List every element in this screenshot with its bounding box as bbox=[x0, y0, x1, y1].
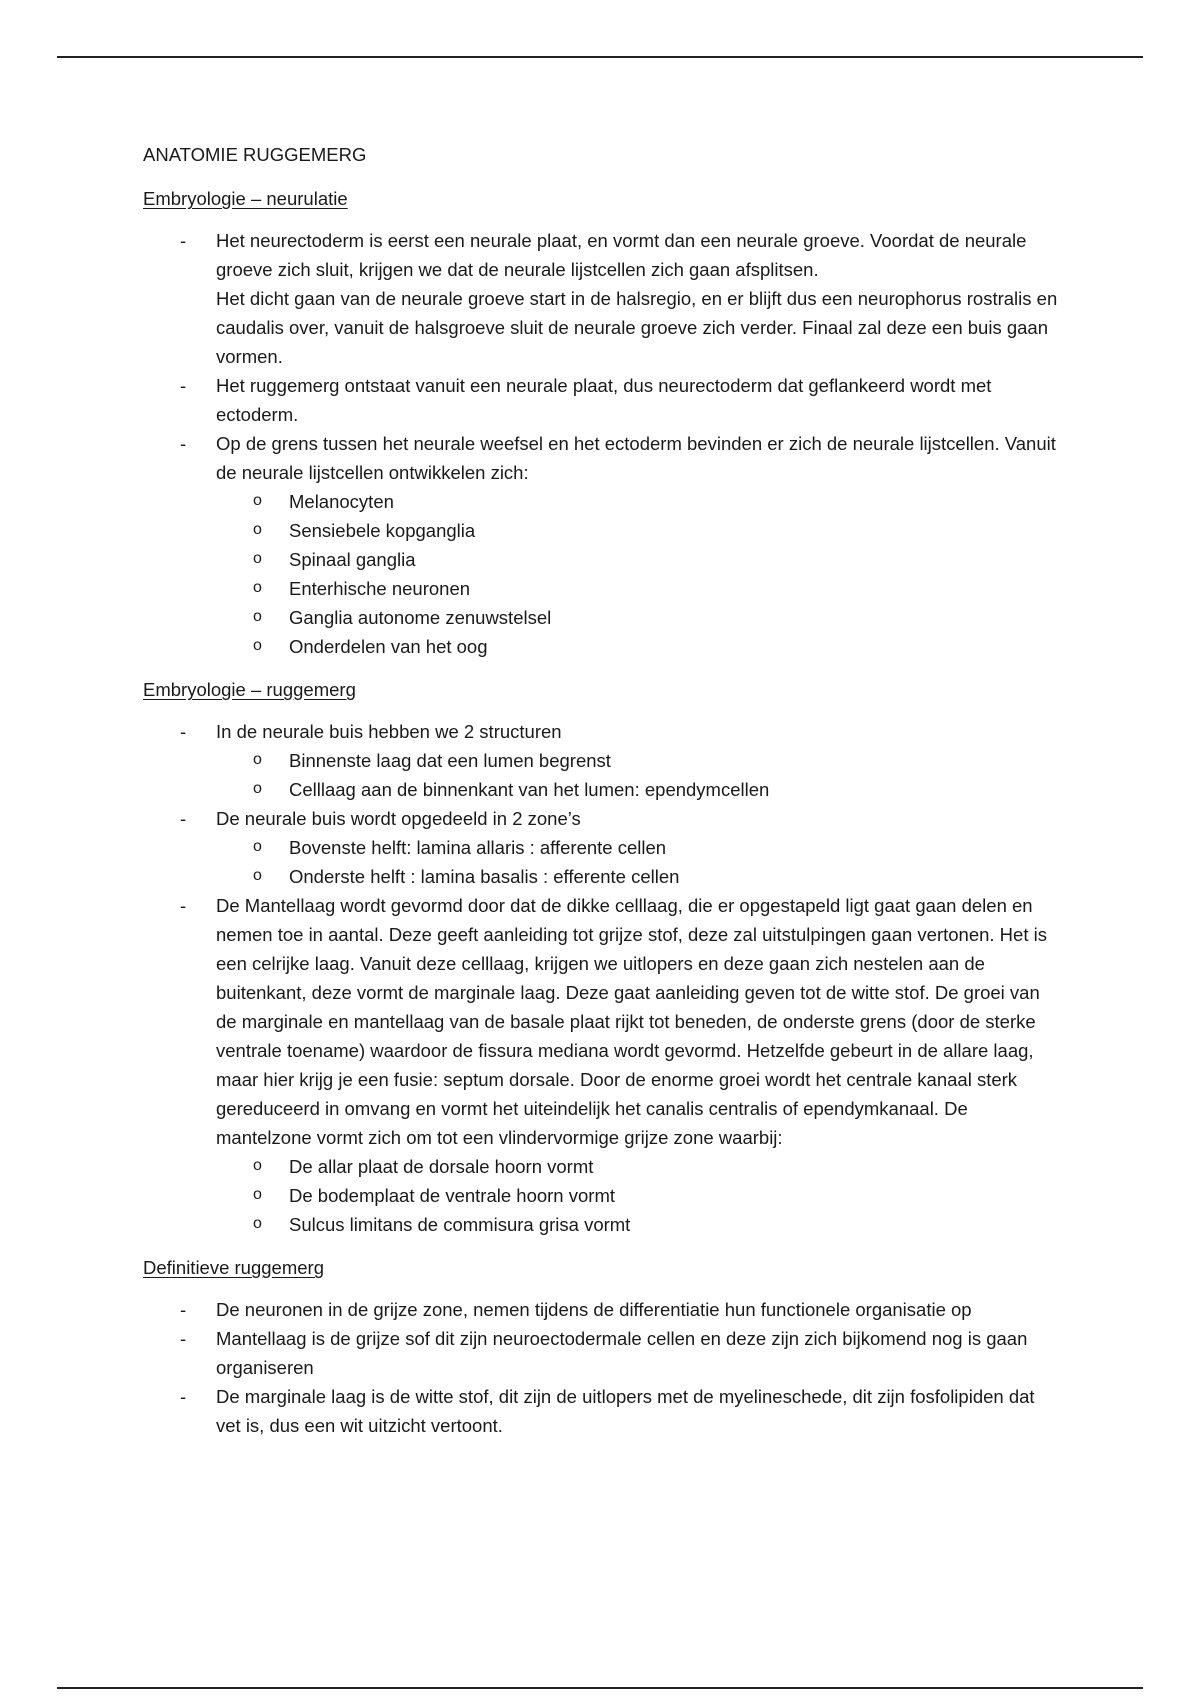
document-body bbox=[143, 140, 1063, 1454]
sub-list-item: o Ganglia autonome zenuwstelsel bbox=[216, 603, 1063, 632]
list-item-text: - De neurale buis wordt opgedeeld in 2 zone’s bbox=[216, 808, 581, 829]
list-item bbox=[143, 1382, 1063, 1440]
sub-bullet-list bbox=[216, 487, 1063, 661]
top-rule bbox=[57, 56, 1143, 58]
sub-list-item: o De bodemplaat de ventrale hoorn vormt bbox=[216, 1181, 1063, 1210]
list-item bbox=[143, 371, 1063, 429]
page-title: ANATOMIE RUGGEMERG bbox=[143, 144, 367, 165]
sub-list-item: o Spinaal ganglia bbox=[216, 545, 1063, 574]
sub-list-item: o Celllaag aan de binnenkant van het lumen: ependymcellen bbox=[216, 775, 1063, 804]
list-item-text: - Op de grens tussen het neurale weefsel en het ectoderm bevinden er zich de neurale lijstcellen. Vanuit de neurale lijstcellen ontwikkelen zich: bbox=[216, 433, 1056, 483]
list-item-text: - In de neurale buis hebben we 2 structuren bbox=[216, 721, 562, 742]
sub-list-item: o Melanocyten bbox=[216, 487, 1063, 516]
section-heading: Embryologie – neurulatie bbox=[143, 188, 348, 209]
sub-bullet-list bbox=[216, 1152, 1063, 1239]
bullet-list bbox=[143, 226, 1063, 661]
sub-list-item: o Onderdelen van het oog bbox=[216, 632, 1063, 661]
list-item bbox=[143, 1324, 1063, 1382]
section-heading: Definitieve ruggemerg bbox=[143, 1257, 324, 1278]
sections bbox=[143, 184, 1063, 1440]
sub-bullet-list bbox=[216, 746, 1063, 804]
list-item-text: Het dicht gaan van de neurale groeve start in de halsregio, en er blijft dus een neurophorus rostralis en caudalis over, vanuit de halsgroeve sluit de neurale groeve zich verder. Finaal zal deze een buis gaan vormen. bbox=[216, 288, 1058, 367]
sub-list-item: o Sensiebele kopganglia bbox=[216, 516, 1063, 545]
list-item bbox=[143, 717, 1063, 804]
sub-list-item: o Bovenste helft: lamina allaris : afferente cellen bbox=[216, 833, 1063, 862]
list-item-text: - Het ruggemerg ontstaat vanuit een neurale plaat, dus neurectoderm dat geflankeerd wordt met ectoderm. bbox=[216, 375, 992, 425]
sub-bullet-list bbox=[216, 833, 1063, 891]
list-item-text: - Mantellaag is de grijze sof dit zijn neuroectodermale cellen en deze zijn zich bijkomend nog is gaan organiseren bbox=[216, 1328, 1028, 1378]
list-item-text: - Het neurectoderm is eerst een neurale plaat, en vormt dan een neurale groeve. Voordat de neurale groeve zich sluit, krijgen we dat de neurale lijstcellen zich gaan afsplitsen. bbox=[216, 230, 1027, 280]
list-item bbox=[143, 891, 1063, 1239]
bottom-rule bbox=[57, 1687, 1143, 1689]
list-item-text: - De Mantellaag wordt gevormd door dat de dikke celllaag, die er opgestapeld ligt gaat gaan delen en nemen toe in aantal. Deze geeft aanleiding tot grijze stof, deze zal uitstulpingen gaan vertonen. Het is een celrijke laag. Vanuit deze celllaag, krijgen we uitlopers en deze gaan zich nestelen aan de buitenkant, deze vormt de marginale laag. Deze gaat aanleiding geven tot de witte stof. De groei van de marginale en mantellaag van de basale plaat rijkt tot beneden, de onderste grens (door de sterke ventrale toename) waardoor de fissura mediana wordt gevormd. Hetzelfde gebeurt in de allare laag, maar hier krijg je een fusie: septum dorsale. Door de enorme groei wordt het centrale kanaal sterk gereduceerd in omvang en vormt het uiteindelijk het canalis centralis of ependymkanaal. De mantelzone vormt zich om tot een vlindervormige grijze zone waarbij: bbox=[216, 895, 1047, 1148]
list-item bbox=[143, 429, 1063, 661]
list-item-text: - De neuronen in de grijze zone, nemen tijdens de differentiatie hun functionele organisatie op bbox=[216, 1299, 972, 1320]
section-heading: Embryologie – ruggemerg bbox=[143, 679, 356, 700]
sub-list-item: o Onderste helft : lamina basalis : efferente cellen bbox=[216, 862, 1063, 891]
list-item bbox=[143, 1295, 1063, 1324]
sub-list-item: o Binnenste laag dat een lumen begrenst bbox=[216, 746, 1063, 775]
sub-list-item: o Sulcus limitans de commisura grisa vormt bbox=[216, 1210, 1063, 1239]
list-item bbox=[143, 804, 1063, 891]
bullet-list bbox=[143, 1295, 1063, 1440]
list-item-text: - De marginale laag is de witte stof, dit zijn de uitlopers met de myelineschede, dit zijn fosfolipiden dat vet is, dus een wit uitzicht vertoont. bbox=[216, 1386, 1035, 1436]
sub-list-item: o De allar plaat de dorsale hoorn vormt bbox=[216, 1152, 1063, 1181]
bullet-list bbox=[143, 717, 1063, 1239]
sub-list-item: o Enterhische neuronen bbox=[216, 574, 1063, 603]
list-item bbox=[143, 226, 1063, 371]
